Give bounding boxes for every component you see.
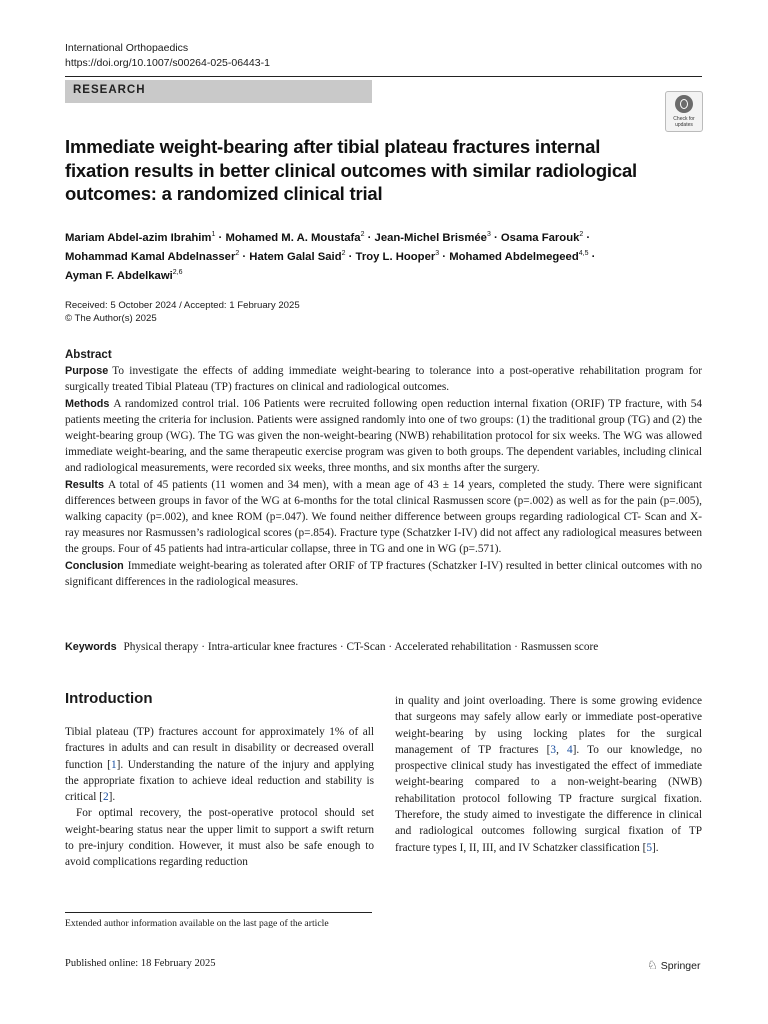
abstract-purpose: Purpose To investigate the effects of adding immediate weight-bearing to tolerance into a post-operative rehabilitation program for surgically treated Tibial Plateau (TP) fractures on clinical and radiological outcomes. xyxy=(65,365,702,394)
author[interactable]: Jean-Michel Brismée$^3$ xyxy=(374,231,491,244)
journal-name: International Orthopaedics xyxy=(65,42,189,54)
author[interactable]: Mohammad Kamal Abdelnasser$^2$ xyxy=(65,250,240,264)
author[interactable]: Mohamed Abdelmegeed$^{4,5}$ xyxy=(449,250,589,264)
abstract-results: Results A total of 45 patients (11 women and 34 men), with a mean age of 43 ± 14 years, completed the study. There were significant differences between groups in favor of the WG at 6-months for the total clinical Rasmussen score (p=.002) as well as for the pain (p=.005), walking capacity (p=.002), and knee ROM (p=.047). We found neither difference between groups regarding radiological CT- Scan and X-ray measures nor Rasmussen’s radiological scores (p=.854). Fracture type (Schatzker I-IV) did not affect any radiological measures between the groups. Four of 45 patients had intra-articular collapse, three in TG and one in WG (p=.571). xyxy=(65,478,702,556)
check-updates-icon xyxy=(675,95,693,113)
author[interactable]: Mohamed M. A. Moustafa$^2$ xyxy=(225,231,365,244)
citation-link[interactable]: 4 xyxy=(567,743,573,756)
published-online: Published online: 18 February 2025 xyxy=(65,958,216,969)
intro-paragraph: in quality and joint overloading. There is some growing evidence that surgeons may safely allow early or immediate post-operative weight-bearing by using locking plates for the surgical management of TP fractures [3, 4]. To our knowledge, no prospective clinical study has investigated the effect of immediate weight-bearing compared to a non-weight-bearing (NWB) rehabilitation protocol following TP fracture surgical fixation. Therefore, the study aimed to investigate the difference in clinical and radiological outcomes following surgical fixation of TP fracture types I, II, III, and IV Schatzker classification [5]. xyxy=(395,695,702,854)
keywords xyxy=(65,639,702,655)
author[interactable]: Troy L. Hooper$^3$ xyxy=(355,250,440,264)
keywords-list: Physical therapy · Intra-articular knee fractures · CT-Scan · Accelerated rehabilitation · Rasmussen score xyxy=(123,641,599,653)
doi-link[interactable]: https://doi.org/10.1007/s00264-025-06443-1 xyxy=(65,57,270,69)
publisher-logo xyxy=(647,958,700,972)
footnote: Extended author information available on the last page of the article xyxy=(65,918,329,929)
intro-paragraph: For optimal recovery, the post-operative protocol should set weight-bearing status near the upper limit to support a swift return to pre-injury condition. However, it must also be safe enough to avoid complications regarding reduction xyxy=(65,807,374,869)
author[interactable]: Mariam Abdel-azim Ibrahim$^1$ xyxy=(65,231,216,244)
copyright: © The Author(s) 2025 xyxy=(65,313,157,324)
abstract-heading: Abstract xyxy=(65,349,112,361)
check-for-updates-badge[interactable] xyxy=(665,91,703,132)
intro-left-column xyxy=(65,724,374,871)
intro-right-column xyxy=(395,693,702,856)
abstract-methods: Methods A randomized control trial. 106 Patients were recruited following open reduction internal fixation (ORIF) TP fracture, with 54 patients meeting the criteria for inclusion. Patients were assigned randomly into one of two groups: (1) the traditional group (TG) and (2) the weight-bearing group (WG). The TG was given the non-weight-bearing (NWB) rehabilitation protocol for six weeks. The WG was allowed immediate weight-bearing, and the same therapeutic exercise program was given to both groups. The dependent variables, including clinical and radiological measurements, were recorded six weeks, three months, and six months after the surgery. xyxy=(65,397,702,475)
section-label: RESEARCH xyxy=(73,84,146,96)
journal-header xyxy=(65,41,270,71)
publisher-name: Springer xyxy=(660,960,701,972)
citation-link[interactable]: 1 xyxy=(110,758,117,771)
article-dates xyxy=(65,299,300,325)
abstract-conclusion: Conclusion Immediate weight-bearing as tolerated after ORIF of TP fractures (Schatzker I-IV) resulted in better clinical outcomes with no significant differences in the radiological measures. xyxy=(65,559,702,588)
springer-horse-icon: ♘ xyxy=(647,958,658,972)
badge-line2: updates xyxy=(675,122,693,128)
introduction-heading: Introduction xyxy=(65,690,153,707)
citation-link[interactable]: 2 xyxy=(102,791,109,804)
intro-paragraph: Tibial plateau (TP) fractures account for approximately 1% of all fractures in adults and can result in disability or decreased overall function [1]. Understanding the nature of the injury and applying the appropriate fixation to achieve ideal reduction and stability is critical [2]. xyxy=(65,726,375,804)
article-title: Immediate weight-bearing after tibial plateau fractures internal fixation results in better clinical outcomes with similar radiological outcomes: a randomized clinical trial xyxy=(65,136,637,204)
abstract xyxy=(65,347,702,590)
citation-link[interactable]: 5 xyxy=(646,841,653,854)
badge-line1: Check for xyxy=(673,116,695,122)
author[interactable]: Osama Farouk$^2$ xyxy=(500,231,584,244)
author[interactable]: Hatem Galal Said$^2$ xyxy=(249,250,346,264)
author[interactable]: Ayman F. Abdelkawi$^{2,6}$ xyxy=(65,269,183,283)
header-rule xyxy=(65,76,702,77)
author-list: Mariam Abdel-azim Ibrahim$^1$ · Mohamed M. A. Moustafa$^2$ · Jean-Michel Brismée$^3$ · Osama Farouk$^2$ · Mohammad Kamal Abdelnasser$^2$ · Hatem Galal Said$^2$ · Troy L. Hooper$^3$ · Mohamed Abdelmegeed$^{4,5}$ · Ayman F. Abdelkawi$^{2,6}$ xyxy=(65,231,596,283)
received-accepted: Received: 5 October 2024 / Accepted: 1 February 2025 xyxy=(65,300,300,311)
citation-link[interactable]: 3 xyxy=(550,743,557,756)
section-band xyxy=(65,80,372,103)
keywords-label: Keywords xyxy=(65,641,117,653)
footnote-rule xyxy=(65,912,372,913)
